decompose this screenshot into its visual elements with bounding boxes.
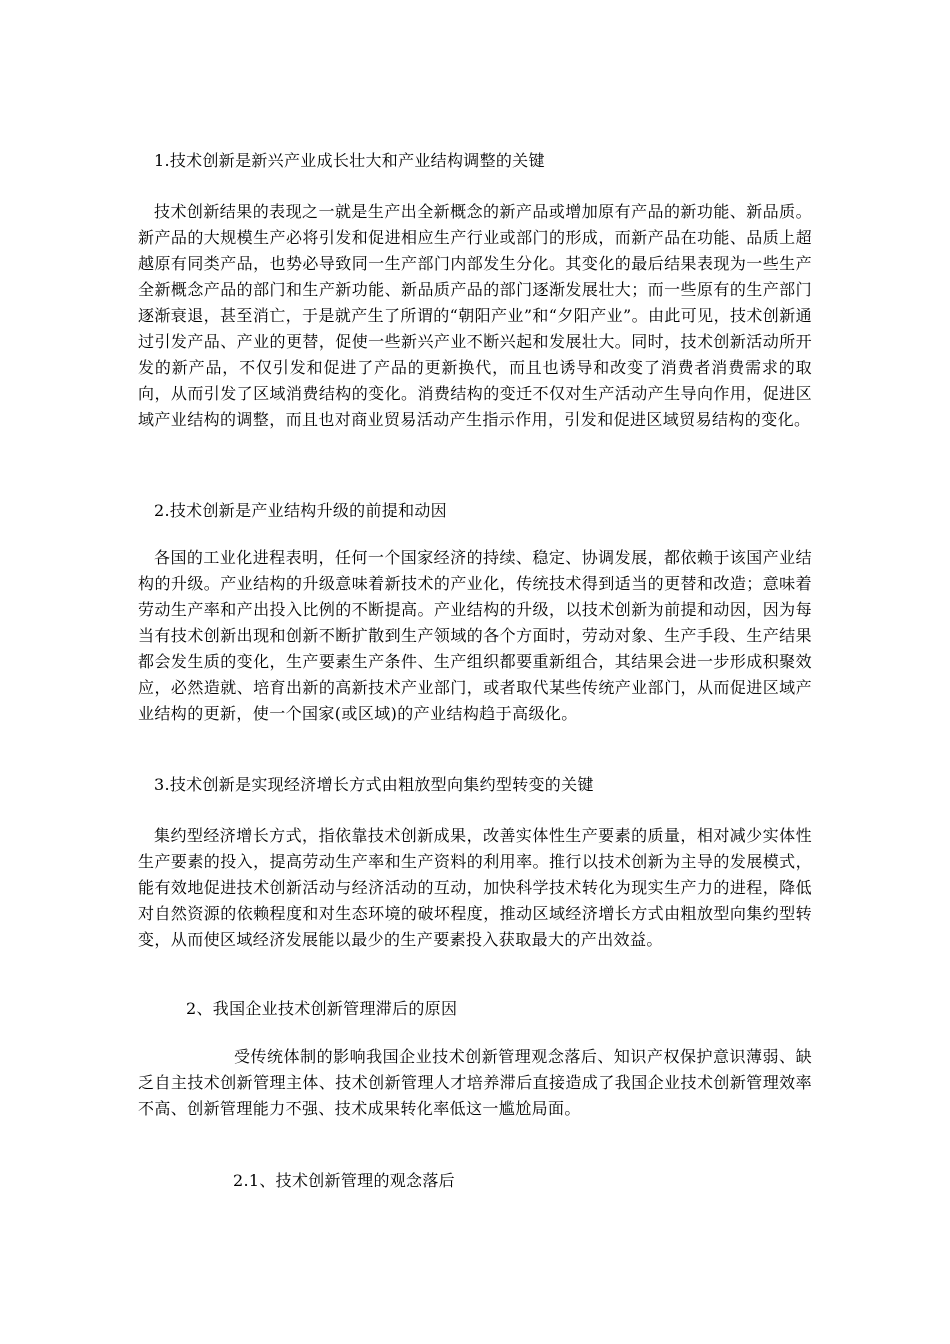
section-heading-1: 1.技术创新是新兴产业成长壮大和产业结构调整的关键 xyxy=(154,151,545,170)
section-heading-3: 3.技术创新是实现经济增长方式由粗放型向集约型转变的关键 xyxy=(154,775,594,794)
section-paragraph-2: 各国的工业化进程表明，任何一个国家经济的持续、稳定、协调发展，都依赖于该国产业结构的升级。产业结构的升级意味着新技术的产业化，传统技术得到适当的更替和改造；意味着劳动生产率和产出投入比例的不断提高。产业结构的升级，以技术创新为前提和动因，因为每当有技术创新出现和创新不断扩散到生产领域的各个方面时，劳动对象、生产手段、生产结果都会发生质的变化，生产要素生产条件、生产组织都要重新组合，其结果会进一步形成积聚效应，必然造就、培育出新的高新技术产业部门，或者取代某些传统产业部门，从而促进区域产业结构的更新，使一个国家(或区域)的产业结构趋于高级化。 xyxy=(138,548,812,723)
section-paragraph-3: 集约型经济增长方式，指依靠技术创新成果，改善实体性生产要素的质量，相对减少实体性生产要素的投入，提高劳动生产率和生产资料的利用率。推行以技术创新为主导的发展模式，能有效地促进技术创新活动与经济活动的互动，加快科学技术转化为现实生产力的进程，降低对自然资源的依赖程度和对生态环境的破坏程度，推动区域经济增长方式由粗放型向集约型转变，从而使区域经济发展能以最少的生产要素投入获取最大的产出效益。 xyxy=(138,826,812,949)
section-paragraph-4: 受传统体制的影响我国企业技术创新管理观念落后、知识产权保护意识薄弱、缺乏自主技术创新管理主体、技术创新管理人才培养滞后直接造成了我国企业技术创新管理效率不高、创新管理能力不强、技术成果转化率低这一尴尬局面。 xyxy=(138,1047,812,1118)
section-heading-4: 2、我国企业技术创新管理滞后的原因 xyxy=(186,999,458,1018)
section-heading-2: 2.技术创新是产业结构升级的前提和动因 xyxy=(154,501,447,520)
section-heading-5: 2.1、技术创新管理的观念落后 xyxy=(233,1171,455,1190)
section-paragraph-1: 技术创新结果的表现之一就是生产出全新概念的新产品或增加原有产品的新功能、新品质。新产品的大规模生产必将引发和促进相应生产行业或部门的形成，而新产品在功能、品质上超越原有同类产品，也势必导致同一生产部门内部发生分化。其变化的最后结果表现为一些生产全新概念产品的部门和生产新功能、新品质产品的部门逐渐发展壮大；而一些原有的生产部门逐渐衰退，甚至消亡，于是就产生了所谓的“朝阳产业”和“夕阳产业”。由此可见，技术创新通过引发产品、产业的更替，促使一些新兴产业不断兴起和发展壮大。同时，技术创新活动所开发的新产品，不仅引发和促进了产品的更新换代，而且也诱导和改变了消费者消费需求的取向，从而引发了区域消费结构的变化。消费结构的变迁不仅对生产活动产生导向作用，促进区域产业结构的调整，而且也对商业贸易活动产生指示作用，引发和促进区域贸易结构的变化。 xyxy=(138,202,812,429)
